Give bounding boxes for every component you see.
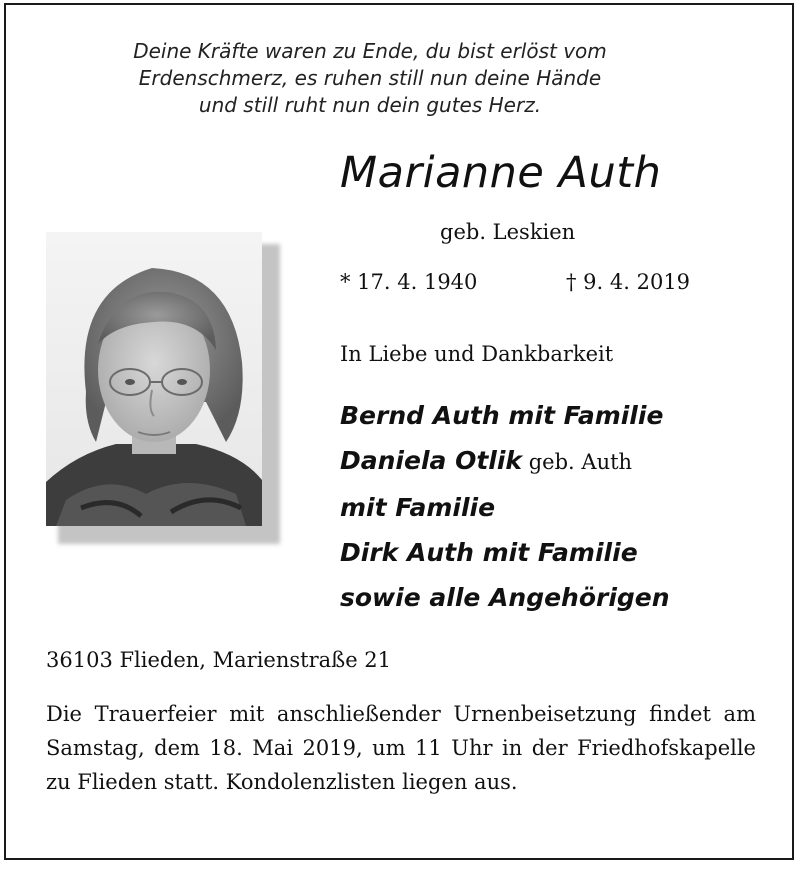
death-date: † 9. 4. 2019 [566,270,691,294]
deceased-name: Marianne Auth [340,148,662,198]
poem-line: Deine Kräfte waren zu Ende, du bist erlöst vom [133,39,607,63]
birth-date: * 17. 4. 1940 [340,270,478,294]
funeral-notice: Die Trauerfeier mit anschließender Urnenbeisetzung findet am Samstag, dem 18. Mai 2019, um 11 Uhr in der Friedhofskapelle zu Flieden statt. Kondolenzlisten liegen aus. [46,702,756,794]
mourner-line: Bernd Auth mit Familie [340,401,664,430]
address: 36103 Flieden, Marienstraße 21 [46,648,392,672]
mourner-line: sowie alle Angehörigen [340,583,670,612]
poem-line: Erdenschmerz, es ruhen still nun deine Hände [138,66,602,90]
poem-line: und still ruht nun dein gutes Herz. [198,93,542,117]
portrait-illustration [46,232,262,526]
mourners-list [340,393,670,620]
memorial-poem [60,38,680,119]
maiden-name: geb. Leskien [440,220,576,244]
portrait-photo [46,232,262,526]
mourner-line: Daniela Otlik geb. Auth [340,446,633,475]
gratitude-line: In Liebe und Dankbarkeit [340,342,614,366]
mourner-line: Dirk Auth mit Familie [340,538,638,567]
mourner-line: mit Familie [340,493,496,522]
mourner-maiden-name: geb. Auth [522,450,633,474]
